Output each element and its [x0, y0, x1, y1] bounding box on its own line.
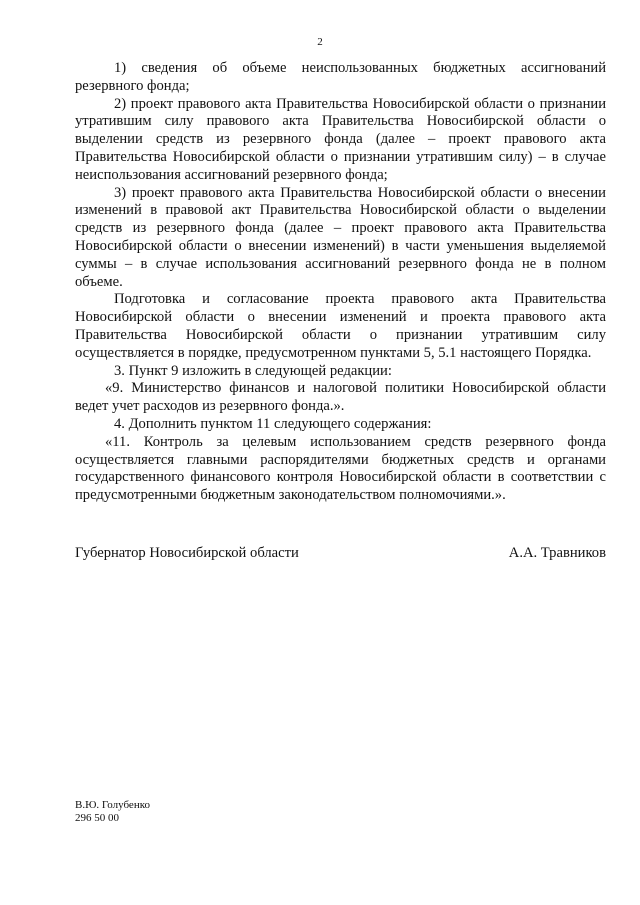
executor-name: В.Ю. Голубенко: [75, 799, 150, 811]
paragraph-point-4: 4. Дополнить пунктом 11 следующего содержания:: [114, 415, 432, 432]
paragraph-quote-9: «9. Министерство финансов и налоговой политики Новосибирской области ведет учет расходов из резервного фонда.».: [75, 380, 606, 415]
paragraph-item-1: 1) сведения об объеме неиспользованных бюджетных ассигнований резервного фонда;: [75, 60, 606, 94]
paragraph-preparation: Подготовка и согласование проекта правового акта Правительства Новосибирской области о внесении изменений и проекта правового акта Правительства Новосибирской области о признании утратившим силу осуществляется в порядке, предусмотренном пунктами 5, 5.1 настоящего Порядка.: [75, 291, 606, 361]
paragraph-quote-11: «11. Контроль за целевым использованием средств резервного фонда осуществляется главными распорядителями бюджетных средств и органами государственного финансового контроля Новосибирской области в соответствии с предусмотренными бюджетным законодательством полномочиями.».: [75, 433, 606, 504]
signatory-title: Губернатор Новосибирской области: [75, 545, 299, 561]
page-number: 2: [317, 36, 323, 48]
executor-block: [75, 799, 150, 825]
paragraph-item-2: 2) проект правового акта Правительства Новосибирской области о признании утратившим силу правового акта Правительства Новосибирской области о выделении средств из резервного фонда (далее – проект правового акта Правительства Новосибирской области о признании утратившим силу) – в случае неиспользования ассигнований резервного фонда;: [75, 95, 606, 183]
document-body: [75, 60, 606, 505]
paragraph-point-3: 3. Пункт 9 изложить в следующей редакции:: [114, 362, 392, 379]
paragraph-item-3: 3) проект правового акта Правительства Новосибирской области о внесении изменений в правовой акт Правительства Новосибирской области о выделении средств из резервного фонда (далее – проект правового акта Правительства Новосибирской области о внесении изменений) в части уменьшения выделяемой суммы – в случае использования ассигнований резервного фонда не в полном объеме.: [75, 184, 606, 290]
executor-phone: 296 50 00: [75, 812, 119, 824]
signatory-name: А.А. Травников: [508, 545, 606, 561]
